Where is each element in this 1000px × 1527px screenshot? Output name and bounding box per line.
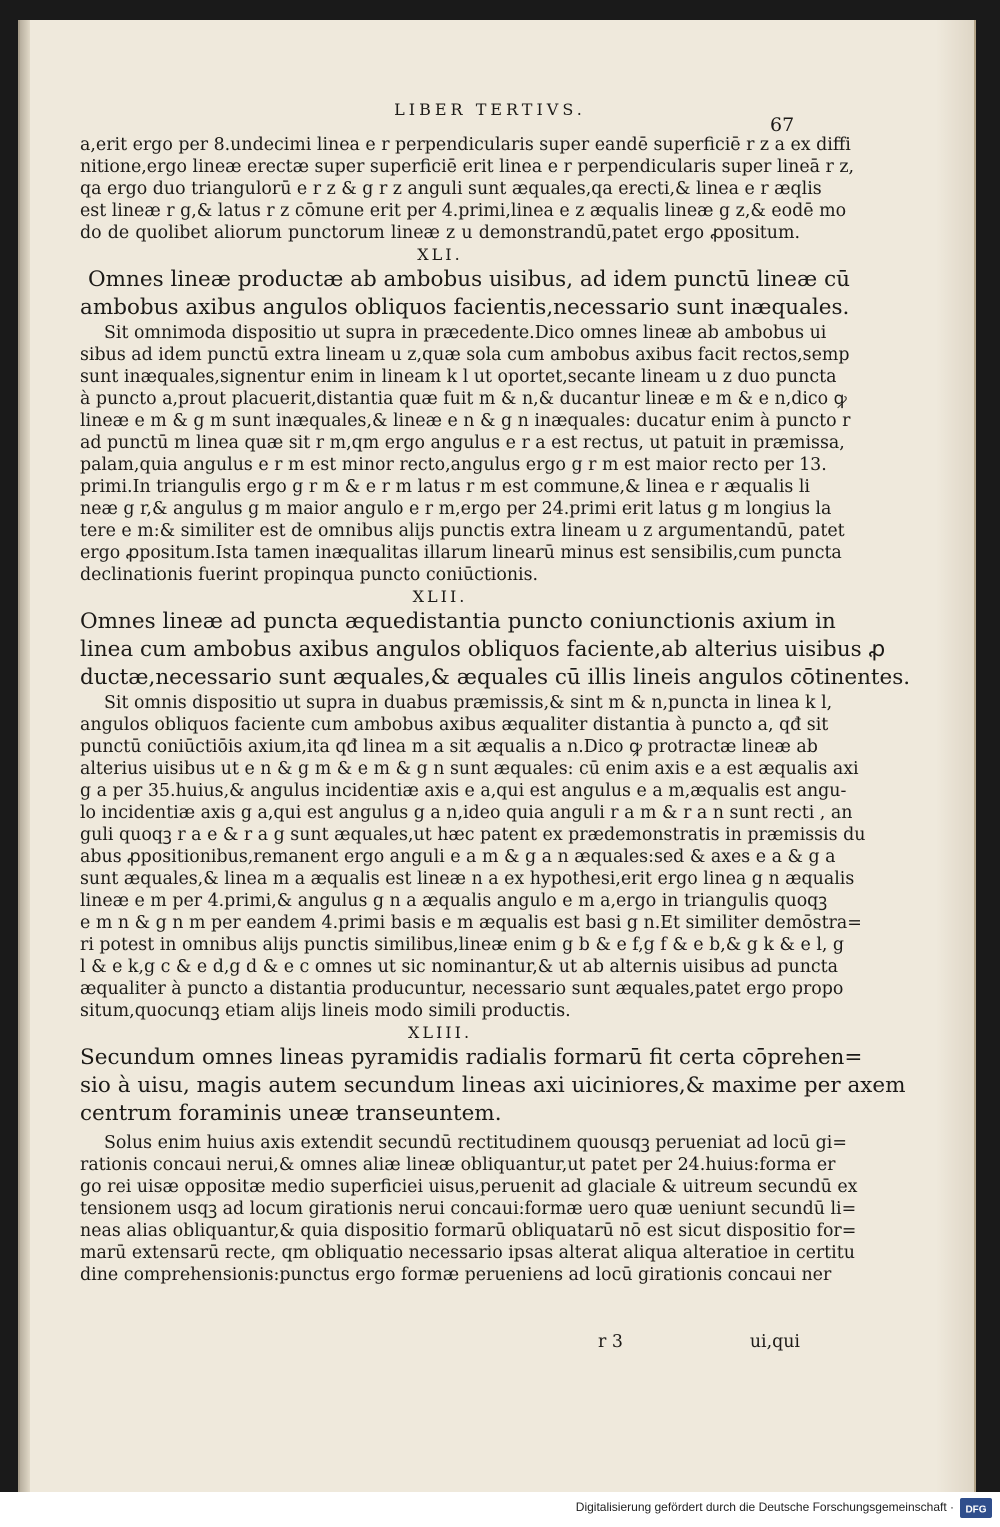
text-line: l & e k,g c & e d,g d & e c omnes ut sic nominantur,& ut ab alternis uisibus ad puncta <box>80 957 838 977</box>
main-text <box>80 134 911 1286</box>
text-line: ri potest in omnibus alijs punctis similibus,lineæ enim g b & e f,g f & e b,& g k & e l, g <box>80 935 845 955</box>
page-number: 67 <box>770 114 795 136</box>
text-line: neas alias obliquantur,& quia dispositio formarū obliquatarū nō est sicut dispositio for= <box>80 1221 857 1241</box>
text-line: marū extensarū recte, qm obliquatio necessario ipsas alterat aliqua alteratioe in certitu <box>80 1243 855 1263</box>
text-line: declinationis fuerint propinqua puncto coniūctionis. <box>80 565 539 585</box>
text-line: g a per 35.huius,& angulus incidentiæ axis e a,qui est angulus e a m,æqualis est angu- <box>80 781 847 801</box>
text-line: e m n & g n m per eandem 4.primi basis e m æqualis est basi g n.Et similiter demōstra= <box>80 913 862 933</box>
proposition-statement: Omnes lineæ ad puncta æquedistantia puncto coniunctionis axium in <box>80 609 836 634</box>
text-line: primi.In triangulis ergo g r m & e r m latus r m est commune,& linea e r æqualis li <box>80 477 810 497</box>
text-line: Sit omnis dispositio ut supra in duabus præmissis,& sint m & n,puncta in linea k l, <box>104 693 833 713</box>
text-line: tensionem usqꝫ ad locum girationis nerui concaui:formæ uero quæ ueniunt secundū li= <box>80 1199 857 1219</box>
text-line: guli quoqꝫ r a e & r a g sunt æquales,ut hæc patent ex prædemonstratis in præmissis du <box>80 825 866 845</box>
text-line: punctū coniūctiōis axium,ita qđ linea m a sit æqualis a n.Dico ꝙ protractæ lineæ ab <box>80 737 818 757</box>
text-line: neæ g r,& angulus g m maior angulo e r m,ergo per 24.primi erit latus g m longius la <box>80 499 832 519</box>
text-line: alterius uisibus ut e n & g m & e m & g n sunt æquales: cū enim axis e a est æqualis axi <box>80 759 859 779</box>
text-line: do de quolibet aliorum punctorum lineæ z u demonstrandū,patet ergo ꝓpositum. <box>80 223 800 243</box>
text-line: à puncto a,prout placuerit,distantia quæ fuit m & n,& ducantur lineæ e m & e n,dico ꝙ <box>80 389 847 409</box>
proposition-statement: ductæ,necessario sunt æquales,& æquales cū illis lineis angulos cōtinentes. <box>80 665 911 690</box>
text-line: lineæ e m per 4.primi,& angulus g n a æqualis angulo e m a,ergo in triangulis quoqꝫ <box>80 891 828 911</box>
catchword: ui,qui <box>749 1332 800 1352</box>
proposition-number: XLIII. <box>407 1023 473 1042</box>
text-line: qa ergo duo triangulorū e r z & g r z anguli sunt æquales,qa erecti,& linea e r æqlis <box>80 179 822 199</box>
proposition-statement: ambobus axibus angulos obliquos facientis,necessario sunt inæquales. <box>80 295 850 320</box>
running-head: LIBER TERTIVS. <box>394 100 586 119</box>
text-line: tere e m:& similiter est de omnibus alijs punctis extra lineam u z argumentandū, patet <box>80 521 845 541</box>
text-line: æqualiter à puncto a distantia producuntur, necessario sunt æquales,patet ergo propo <box>80 979 844 999</box>
text-line: est lineæ r g,& latus r z cōmune erit per 4.primi,linea e z æqualis lineæ g z,& eodē mo <box>80 201 847 221</box>
proposition-statement: Omnes lineæ productæ ab ambobus uisibus, ad idem punctū lineæ cū <box>88 267 850 292</box>
page-gutter-shadow <box>18 20 30 1492</box>
text-line: ad punctū m linea quæ sit r m,qm ergo angulus e r a est rectus, ut patuit in præmissa, <box>80 433 845 453</box>
text-line: lo incidentiæ axis g a,qui est angulus g a n,ideo quia anguli r a m & r a n sunt recti , an <box>80 803 853 823</box>
page-edge-shade <box>936 20 976 1492</box>
text-line: palam,quia angulus e r m est minor recto,angulus ergo g r m est maior recto per 13. <box>80 455 827 475</box>
text-line: nitione,ergo lineæ erectæ super superficiē erit linea e r perpendicularis super lineā r z, <box>80 157 855 177</box>
dfg-logo-text: DFG <box>965 1504 987 1516</box>
digitization-footer <box>0 1492 1000 1527</box>
proposition-statement: Secundum omnes lineas pyramidis radialis formarū fit certa cōprehen= <box>80 1045 863 1070</box>
proposition-statement: linea cum ambobus axibus angulos obliquos faciente,ab alterius uisibus ꝓ <box>80 637 886 662</box>
text-line: sibus ad idem punctū extra lineam u z,quæ sola cum ambobus axibus facit rectos,semp <box>80 345 850 365</box>
proposition-statement: sio à uisu, magis autem secundum lineas axi uiciniores,& maxime per axem <box>80 1073 906 1098</box>
text-line: Solus enim huius axis extendit secundū rectitudinem quousqꝫ perueniat ad locū gi= <box>104 1133 847 1153</box>
text-line: lineæ e m & g m sunt inæquales,& lineæ e n & g n inæquales: ducatur enim à puncto r <box>80 411 851 431</box>
text-line: situm,quocunqꝫ etiam alijs lineis modo simili productis. <box>80 1001 571 1021</box>
page-signature-line <box>80 1332 800 1358</box>
text-line: angulos obliquos faciente cum ambobus axibus æqualiter distantia à puncto a, qđ sit <box>80 715 829 735</box>
text-line: abus ꝓpositionibus,remanent ergo anguli e a m & g a n æquales:sed & axes e a & g a <box>80 847 836 867</box>
text-line: go rei uisæ oppositæ medio superficiei uisus,peruenit ad glaciale & uitreum secundū ex <box>80 1177 858 1197</box>
text-line: dine comprehensionis:punctus ergo formæ perueniens ad locū girationis concaui ner <box>80 1265 832 1285</box>
proposition-statement: centrum foraminis uneæ transeuntem. <box>80 1101 502 1126</box>
text-line: ergo ꝓpositum.Ista tamen inæqualitas illarum linearū minus est sensibilis,cum puncta <box>80 543 842 563</box>
dfg-logo-icon <box>960 1498 992 1518</box>
text-line: sunt æquales,& linea m a æqualis est lineæ n a ex hypothesi,erit ergo linea g n æqualis <box>80 869 855 889</box>
signature-mark: r 3 <box>598 1332 623 1352</box>
text-line: sunt inæquales,signentur enim in lineam k l ut oportet,secante lineam u z duo puncta <box>80 367 837 387</box>
text-line: rationis concaui nerui,& omnes aliæ lineæ obliquantur,ut patet per 24.huius:forma er <box>80 1155 836 1175</box>
text-line: a,erit ergo per 8.undecimi linea e r perpendicularis super eandē superficiē r z a ex diffi <box>80 135 851 155</box>
proposition-number: XLII. <box>412 587 468 606</box>
funding-credit: Digitalisierung gefördert durch die Deutsche Forschungsgemeinschaft · <box>575 1500 954 1514</box>
text-line: Sit omnimoda dispositio ut supra in præcedente.Dico omnes lineæ ab ambobus ui <box>104 323 827 343</box>
proposition-number: XLI. <box>417 245 463 264</box>
